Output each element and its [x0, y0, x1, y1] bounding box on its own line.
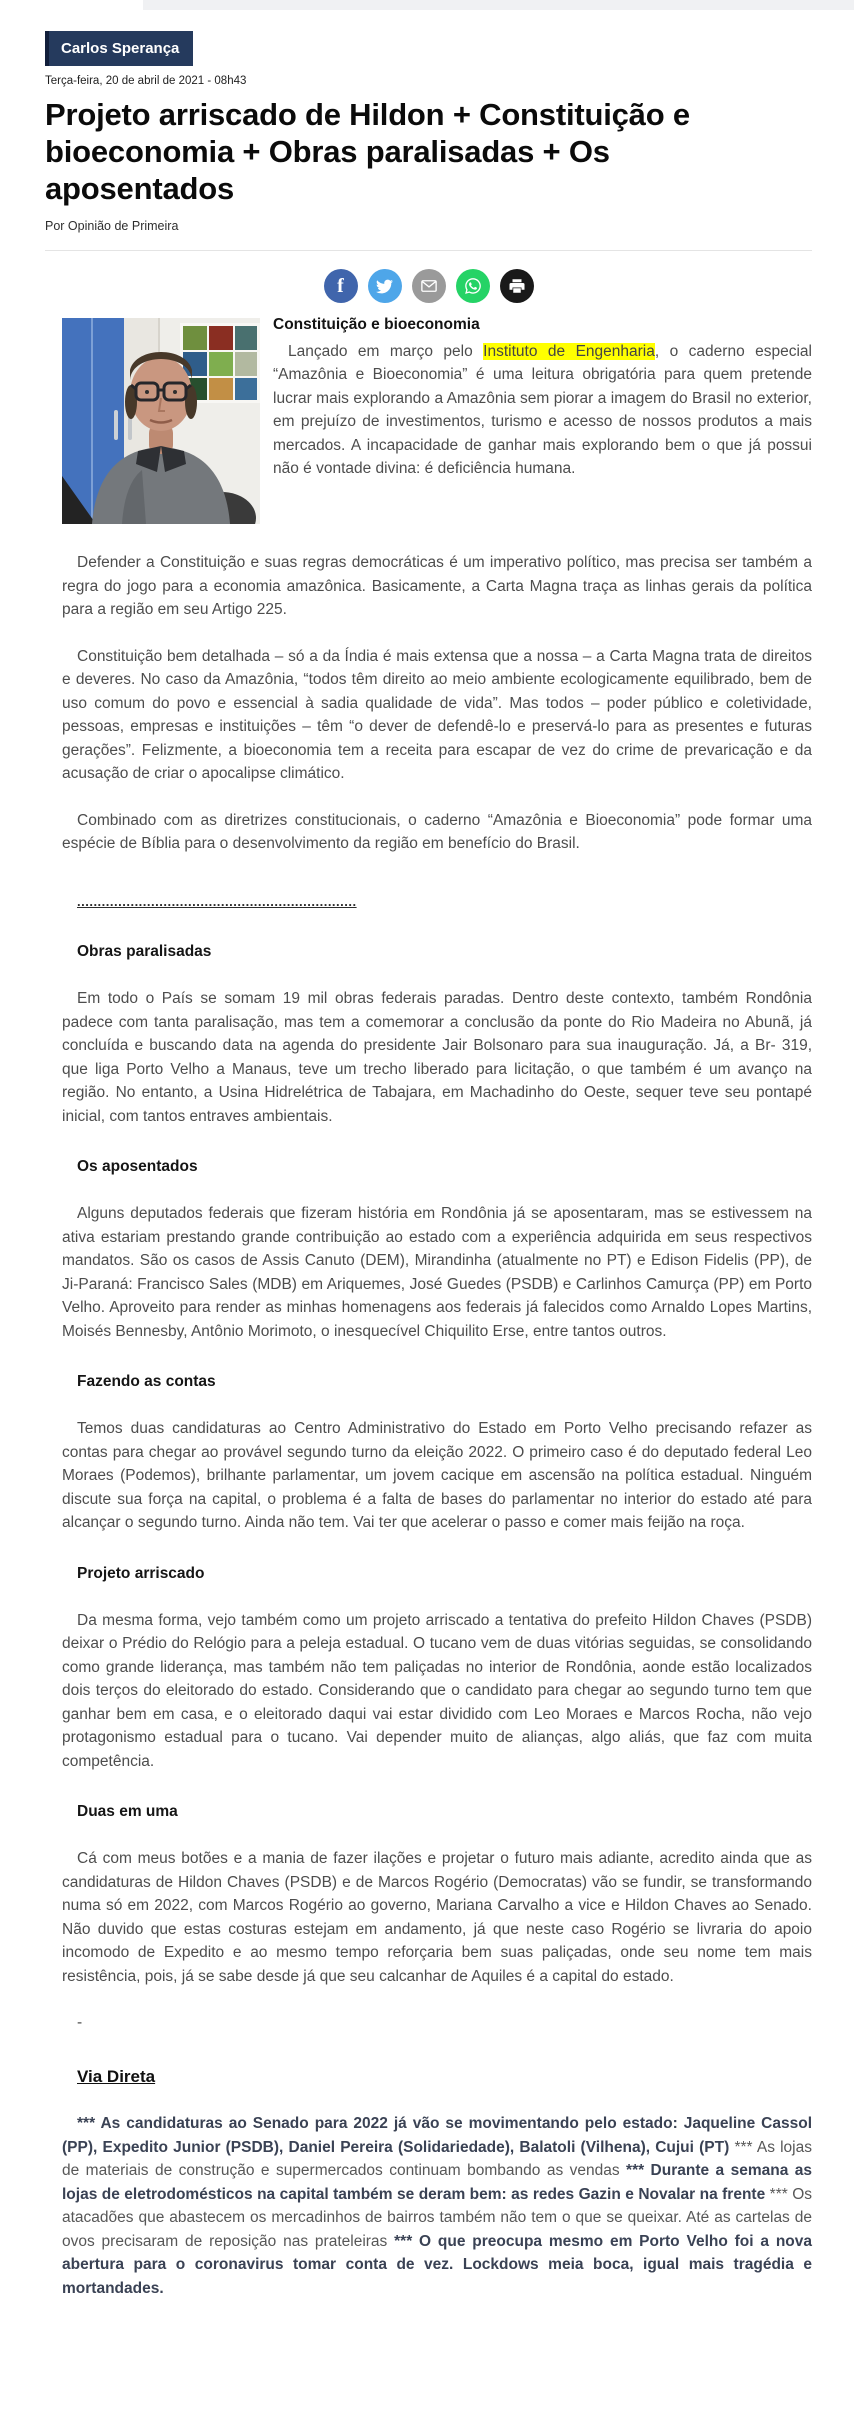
intro-text-after: , o caderno especial “Amazônia e Bioeconomia” é uma leitura obrigatória para quem pretende lucrar mais explorando a Amazônia sem piorar a imagem do Brasil no exterior, em prejuízo de investimentos, turismo e acesso de nossos produtos a mais mercados. A incapacidade de ganhar mais explorando bem o que já possui não é vontade divina: é deficiência humana. — [273, 342, 812, 477]
paragraph-duas: Cá com meus botões e a mania de fazer ilações e projetar o futuro mais adiante, acredito ainda que as candidaturas de Hildon Chaves (PSDB) e de Marcos Rogério (Democratas) vão se fundir, se transformando numa só em 2022, com Marcos Rogério ao governo, Mariana Carvalho a vice e Hildon Chaves ao Senado. Não duvido que estas costuras estejam em andamento, já que neste caso Rogério se livraria do apoio incomodo de Expedito e ao mesmo tempo reforçaria bem suas paliçadas, onde seu nome tem mais resistência, pois, já se sabe desde já que seu calcanhar de Aquiles é a capital do estado. — [62, 1850, 812, 1985]
via-direta-segment-regular: *** As lojas de materiais de construção e supermercados continuam bombando as vendas — [62, 2138, 812, 2179]
top-bar-fragment — [143, 0, 854, 10]
section-heading-obras: Obras paralisadas — [77, 943, 212, 960]
via-direta-segment-bold: *** As candidaturas ao Senado para 2022 já vão se movimentando pelo estado: Jaqueline Cassol (PP), Expedito Junior (PSDB), Daniel Pereira (Solidariedade), Balatoli (Vilhena), Cujui (PT) — [62, 2115, 812, 2156]
paragraph-via-direta — [62, 2112, 812, 2300]
page-title: Projeto arriscado de Hildon + Constituição e bioeconomia + Obras paralisadas + Os aposentados — [45, 97, 690, 206]
paragraph-constituicao: Defender a Constituição e suas regras democráticas é um imperativo político, mas precisa ser também a regra do jogo para a economia amazônica. Basicamente, a Carta Magna traça as linhas gerais da política para a região em seu Artigo 225. — [62, 554, 812, 618]
paragraph-carta-magna: Constituição bem detalhada – só a da Índia é mais extensa que a nossa – a Carta Magna trata de direitos e deveres. No caso da Amazônia, “todos têm direito ao meio ambiente ecologicamente equilibrado, bem de uso comum do povo e essencial à sadia qualidade de vida”. Mas todos – poder público e coletividade, pessoas, empresas e instituições – têm “o dever de defendê-lo e preservá-lo para as presentes e futuras gerações”. Felizmente, a bioeconomia tem a receita para escapar de vez do crime de prevaricação e da acusação de criar o apocalipse climático. — [62, 647, 812, 782]
via-direta-segment-regular: *** Os atacadões que abastecem os mercadinhos de bairros também não tem o que se queixar. Até as cartelas de ovos precisaram de reposição nas prateleiras — [62, 2185, 812, 2250]
dash-separator: - — [77, 2014, 83, 2031]
email-share-button[interactable] — [412, 269, 446, 303]
section-heading-bioeconomia: Constituição e bioeconomia — [273, 316, 480, 333]
paragraph-aposentados: Alguns deputados federais que fizeram história em Rondônia já se aposentaram, mas se estivessem na ativa estariam prestando grande contribuição ao estado com a experiência adquirida em seus respectivos mandatos. São os casos de Assis Canuto (DEM), Mirandinha (atualmente no PT) e Edison Fidelis (PP), de Ji-Paraná: Francisco Sales (MDB) em Ariquemes, José Guedes (PSDB) e Carlinhos Camurça (PP) em Porto Velho. Aproveito para render as minhas homenagens aos federais já falecidos como Arnaldo Lopes Martins, Moisés Bennesby, Antônio Morimoto, o inesquecível Chiquilito Erse, entre tantos outros. — [62, 1205, 812, 1340]
paragraph-obras: Em todo o País se somam 19 mil obras federais paradas. Dentro deste contexto, também Rondônia padece com tanta paralisação, mas tem a comemorar a conclusão da ponte do Rio Madeira no Abunã, já concluída e buscando data na agenda do presidente Jair Bolsonaro para sua inauguração. Já, a Br- 319, que liga Porto Velho a Manaus, teve um trecho liberado para licitação, o que também é um avanço na região. No entanto, a Usina Hidrelétrica de Tabajara, em Machadinho do Oeste, sequer teve seu pontapé inicial, com tantos entraves ambientais. — [62, 990, 812, 1125]
intro-section — [62, 313, 812, 481]
paragraph-projeto: Da mesma forma, vejo também como um projeto arriscado a tentativa do prefeito Hildon Chaves (PSDB) deixar o Prédio do Relógio para a peleja estadual. O tucano vem de duas vitórias seguidas, se consolidando como grande liderança, mas também não tem paliçadas no interior de Rondônia, aonde estão localizados dois terços do eleitorado do estado. Considerando que o candidato para chegar ao segundo turno tem que ganhar bem em casa, e o eleitorado daqui vai estar dividido com Leo Moraes e Marcos Rocha, não vejo protagonismo estadual para o tucano. Vai depender muito de alianças, algo aliás, que faz com muita competência. — [62, 1611, 812, 1770]
facebook-icon: f — [337, 275, 344, 297]
share-buttons-row — [45, 269, 812, 303]
dotted-divider: .................................................................... — [77, 893, 357, 909]
twitter-share-button[interactable] — [368, 269, 402, 303]
section-heading-via-direta: Via Direta — [77, 2066, 156, 2086]
section-heading-contas: Fazendo as contas — [77, 1373, 216, 1390]
intro-text-before: Lançado em março pelo — [288, 342, 484, 360]
via-direta-segment-bold: *** Durante a semana as lojas de eletrodomésticos na capital também se deram bem: as redes Gazin e Novalar na frente — [62, 2162, 812, 2203]
section-heading-duas: Duas em uma — [77, 1803, 178, 1820]
paragraph-contas: Temos duas candidaturas ao Centro Administrativo do Estado em Porto Velho precisando refazer as contas para chegar ao provável segundo turno da eleição 2022. O primeiro caso é do deputado federal Leo Moraes (Podemos), brilhante parlamentar, um jovem cacique em ascensão na política estadual. Ninguém discute sua força na capital, o problema é a falta de bases do parlamentar no interior do estado até para alcançar o segundo turno. Ainda não tem. Vai ter que acelerar o passo e comer mais feijão na roça. — [62, 1420, 812, 1531]
printer-icon — [508, 277, 526, 295]
section-heading-aposentados: Os aposentados — [77, 1158, 198, 1175]
twitter-icon — [376, 278, 393, 295]
author-badge[interactable]: Carlos Sperança — [45, 31, 193, 66]
highlighted-text: Instituto de Engenharia — [483, 342, 655, 360]
section-heading-projeto: Projeto arriscado — [77, 1564, 205, 1582]
whatsapp-share-button[interactable] — [456, 269, 490, 303]
print-button[interactable] — [500, 269, 534, 303]
article-body — [62, 313, 812, 2300]
paragraph-biblia: Combinado com as diretrizes constitucionais, o caderno “Amazônia e Bioeconomia” pode formar uma espécie de Bíblia para o desenvolvimento da região em benefício do Brasil. — [62, 811, 812, 852]
via-direta-segment-bold: *** O que preocupa mesmo em Porto Velho foi a nova abertura para o coronavirus tomar conta de vez. Lockdows meia boca, igual mais tragédia e mortandades. — [62, 2232, 813, 2297]
facebook-share-button[interactable] — [324, 269, 358, 303]
header-divider — [45, 250, 812, 251]
publish-date: Terça-feira, 20 de abril de 2021 - 08h43 — [45, 75, 247, 87]
whatsapp-icon — [464, 277, 482, 295]
email-icon — [420, 277, 438, 295]
article-photo — [62, 318, 260, 524]
byline: Por Opinião de Primeira — [45, 219, 179, 233]
